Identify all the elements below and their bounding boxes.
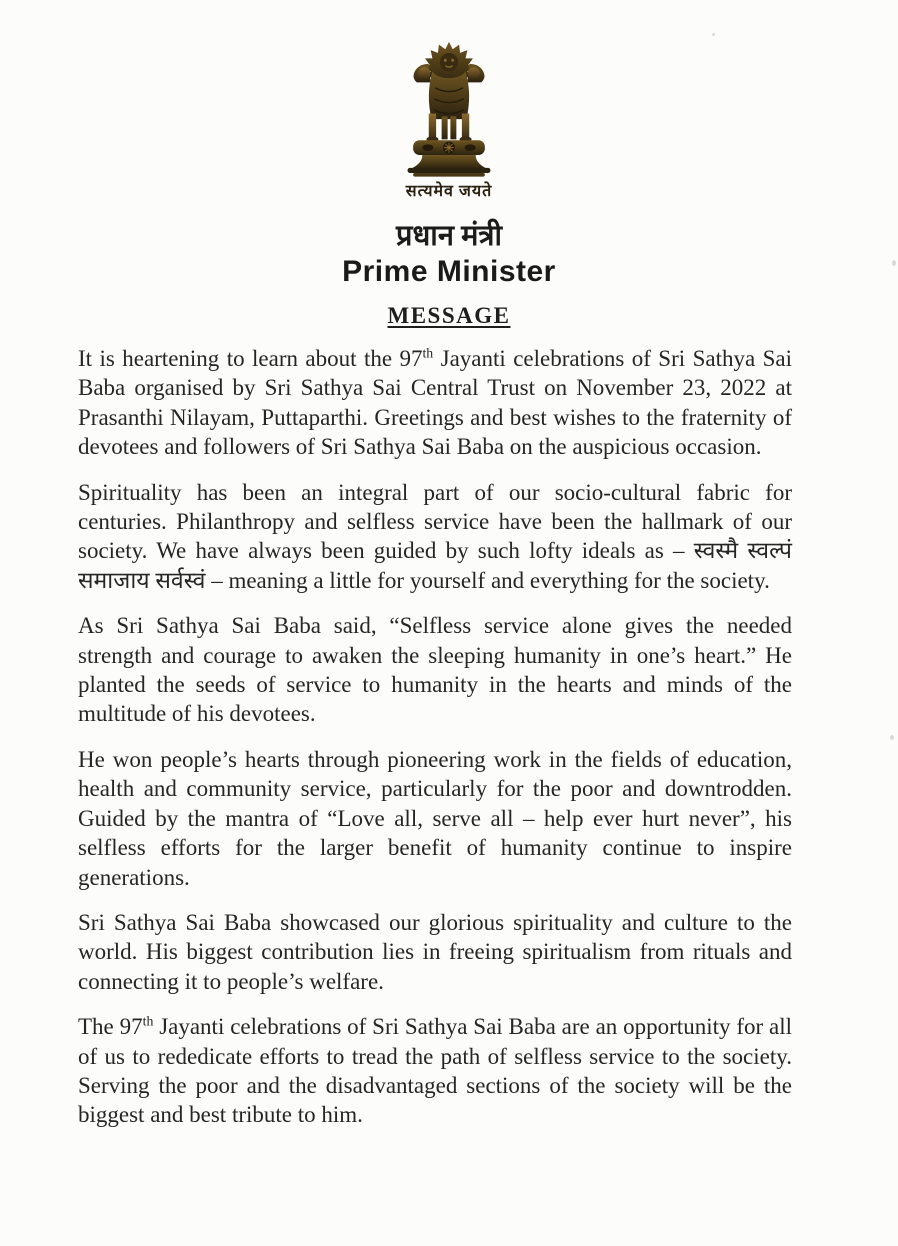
paragraph: Spirituality has been an integral part of our socio-cultural fabric for centuries. Philanthropy and selfless service have been the hallmark of our society. We have always been guided by such lofty ideals as – स्वस्मै स्वल्पं समाजाय सर्वस्वं – meaning a little for yourself and everything for the society.	[78, 479, 792, 593]
title-english: Prime Minister	[342, 255, 556, 288]
paragraph: As Sri Sathya Sai Baba said, “Selfless service alone gives the needed strength and courage to awaken the sleeping humanity in one’s heart.” He planted the seeds of service to humanity in the hearts and minds of the multitude of his devotees.	[78, 613, 792, 727]
message-body	[0, 329, 898, 1130]
paragraph: Sri Sathya Sai Baba showcased our glorious spirituality and culture to the world. His biggest contribution lies in freeing spiritualism from rituals and connecting it to people’s welfare.	[78, 909, 792, 994]
scan-speck	[892, 260, 896, 266]
message-heading: MESSAGE	[387, 303, 511, 328]
letterhead	[0, 0, 898, 329]
scan-speck	[600, 555, 603, 558]
scan-speck	[890, 735, 894, 740]
paragraph: It is heartening to learn about the 97th Jayanti celebrations of Sri Sathya Sai Baba organised by Sri Sathya Sai Central Trust on November 23, 2022 at Prasanthi Nilayam, Puttaparthi. Greetings and best wishes to the fraternity of devotees and followers of Sri Sathya Sai Baba on the auspicious occasion.	[78, 345, 792, 460]
paragraph: The 97th Jayanti celebrations of Sri Sathya Sai Baba are an opportunity for all of us to rededicate efforts to tread the path of selfless service to the society. Serving the poor and the disadvantaged sections of the society will be the biggest and best tribute to him.	[78, 1013, 792, 1128]
paragraph: He won people’s hearts through pioneering work in the fields of education, health and community service, particularly for the poor and downtrodden. Guided by the mantra of “Love all, serve all – help ever hurt never”, his selfless efforts for the larger benefit of humanity continue to inspire generations.	[78, 746, 792, 890]
ashoka-lion-capital-emblem-icon	[390, 40, 508, 178]
emblem-motto: सत्यमेव जयते	[405, 183, 493, 200]
scan-speck	[712, 33, 715, 36]
title-hindi: प्रधान मंत्री	[395, 220, 503, 252]
